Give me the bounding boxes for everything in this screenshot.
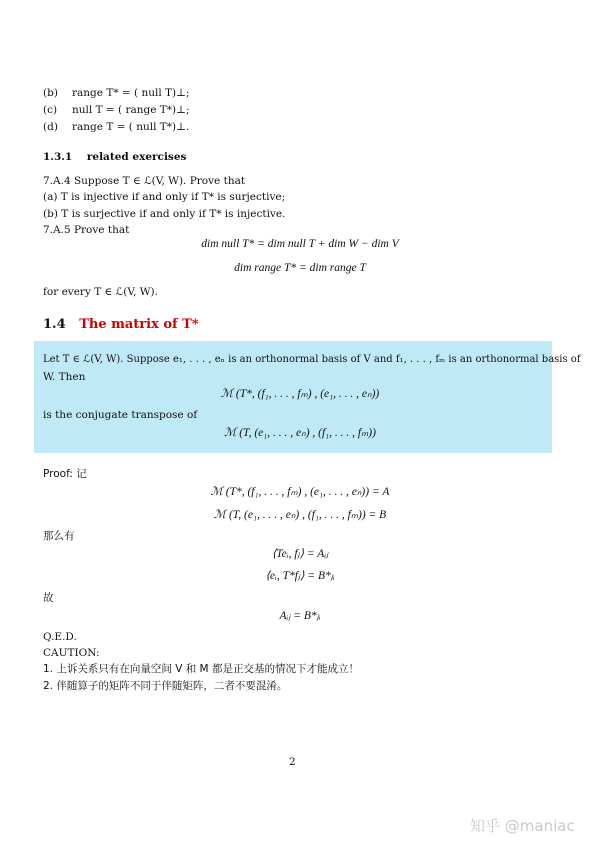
equation-dim-range: dim range T* = dim range T (234, 262, 366, 274)
section-number: 1.4 (43, 317, 66, 332)
proof-intro: Proof: 记 (43, 468, 87, 480)
theorem-eq1: ℳ (T*, (f₁, . . . , fₘ) , (e₁, . . . , eₙ)) (220, 388, 380, 400)
subsection-heading (43, 151, 186, 163)
proof-eq4: ⟨eᵢ, T*fⱼ⟩ = B*ⱼᵢ (265, 570, 335, 582)
theorem-line1: Let T ∈ ℒ(V, W). Suppose e₁, . . . , eₙ is an orthonormal basis of V and f₁, . . . , fₘ is an orthonormal basis of (43, 354, 581, 365)
proof-eq1: ℳ (T*, (f₁, . . . , fₘ) , (e₁, . . . , eₙ)) = A (210, 486, 390, 498)
watermark: 知乎 @maniac (470, 817, 575, 835)
equation-dim-null: dim null T* = dim null T + dim W − dim V (201, 238, 399, 250)
theorem-eq2: ℳ (T, (e₁, . . . , eₙ) , (f₁, . . . , fₘ)) (224, 427, 376, 439)
subsection-title: related exercises (86, 151, 187, 163)
page-number: 2 (289, 756, 296, 768)
caution-heading: CAUTION: (43, 647, 100, 659)
subsection-number: 1.3.1 (43, 151, 73, 163)
proof-eq3: ⟨Teᵢ, fⱼ⟩ = Aᵢⱼ (271, 548, 329, 560)
caution-note-1: 1. 上诉关系只有在向量空间 V 和 M 都是正交基的情况下才能成立！ (43, 663, 359, 675)
proof-eq2: ℳ (T, (e₁, . . . , eₙ) , (f₁, . . . , fₘ)) = B (213, 509, 387, 521)
item-label: (c) (43, 104, 58, 116)
exercise-7a5: 7.A.5 Prove that (43, 224, 130, 236)
proof-so: 故 (43, 592, 54, 604)
item-c (43, 103, 190, 117)
exercise-7a4-a: (a) T is injective if and only if T* is surjective; (43, 191, 286, 203)
item-text: range T* = ( null T)⊥; (72, 87, 190, 99)
section-title: The matrix of T* (79, 317, 199, 332)
caution-note-2: 2. 伴随算子的矩阵不同于伴随矩阵，二者不要混淆。 (43, 680, 288, 692)
proof-qed: Q.E.D. (43, 631, 77, 643)
section-heading (43, 317, 199, 332)
theorem-line3: is the conjugate transpose of (43, 409, 198, 421)
item-d (43, 120, 189, 134)
item-b (43, 86, 190, 100)
item-label: (b) (43, 87, 58, 99)
exercise-7a4: 7.A.4 Suppose T ∈ ℒ(V, W). Prove that (43, 175, 246, 187)
proof-eq5: Aᵢⱼ = B*ⱼᵢ (279, 610, 321, 622)
exercise-7a4-b: (b) T is surjective if and only if T* is injective. (43, 208, 286, 220)
theorem-line2: W. Then (43, 371, 86, 383)
exercise-tail: for every T ∈ ℒ(V, W). (43, 286, 158, 298)
item-label: (d) (43, 121, 58, 133)
item-text: range T = ( null T*)⊥. (72, 121, 190, 133)
item-text: null T = ( range T*)⊥; (72, 104, 190, 116)
proof-then: 那么有 (43, 530, 75, 542)
